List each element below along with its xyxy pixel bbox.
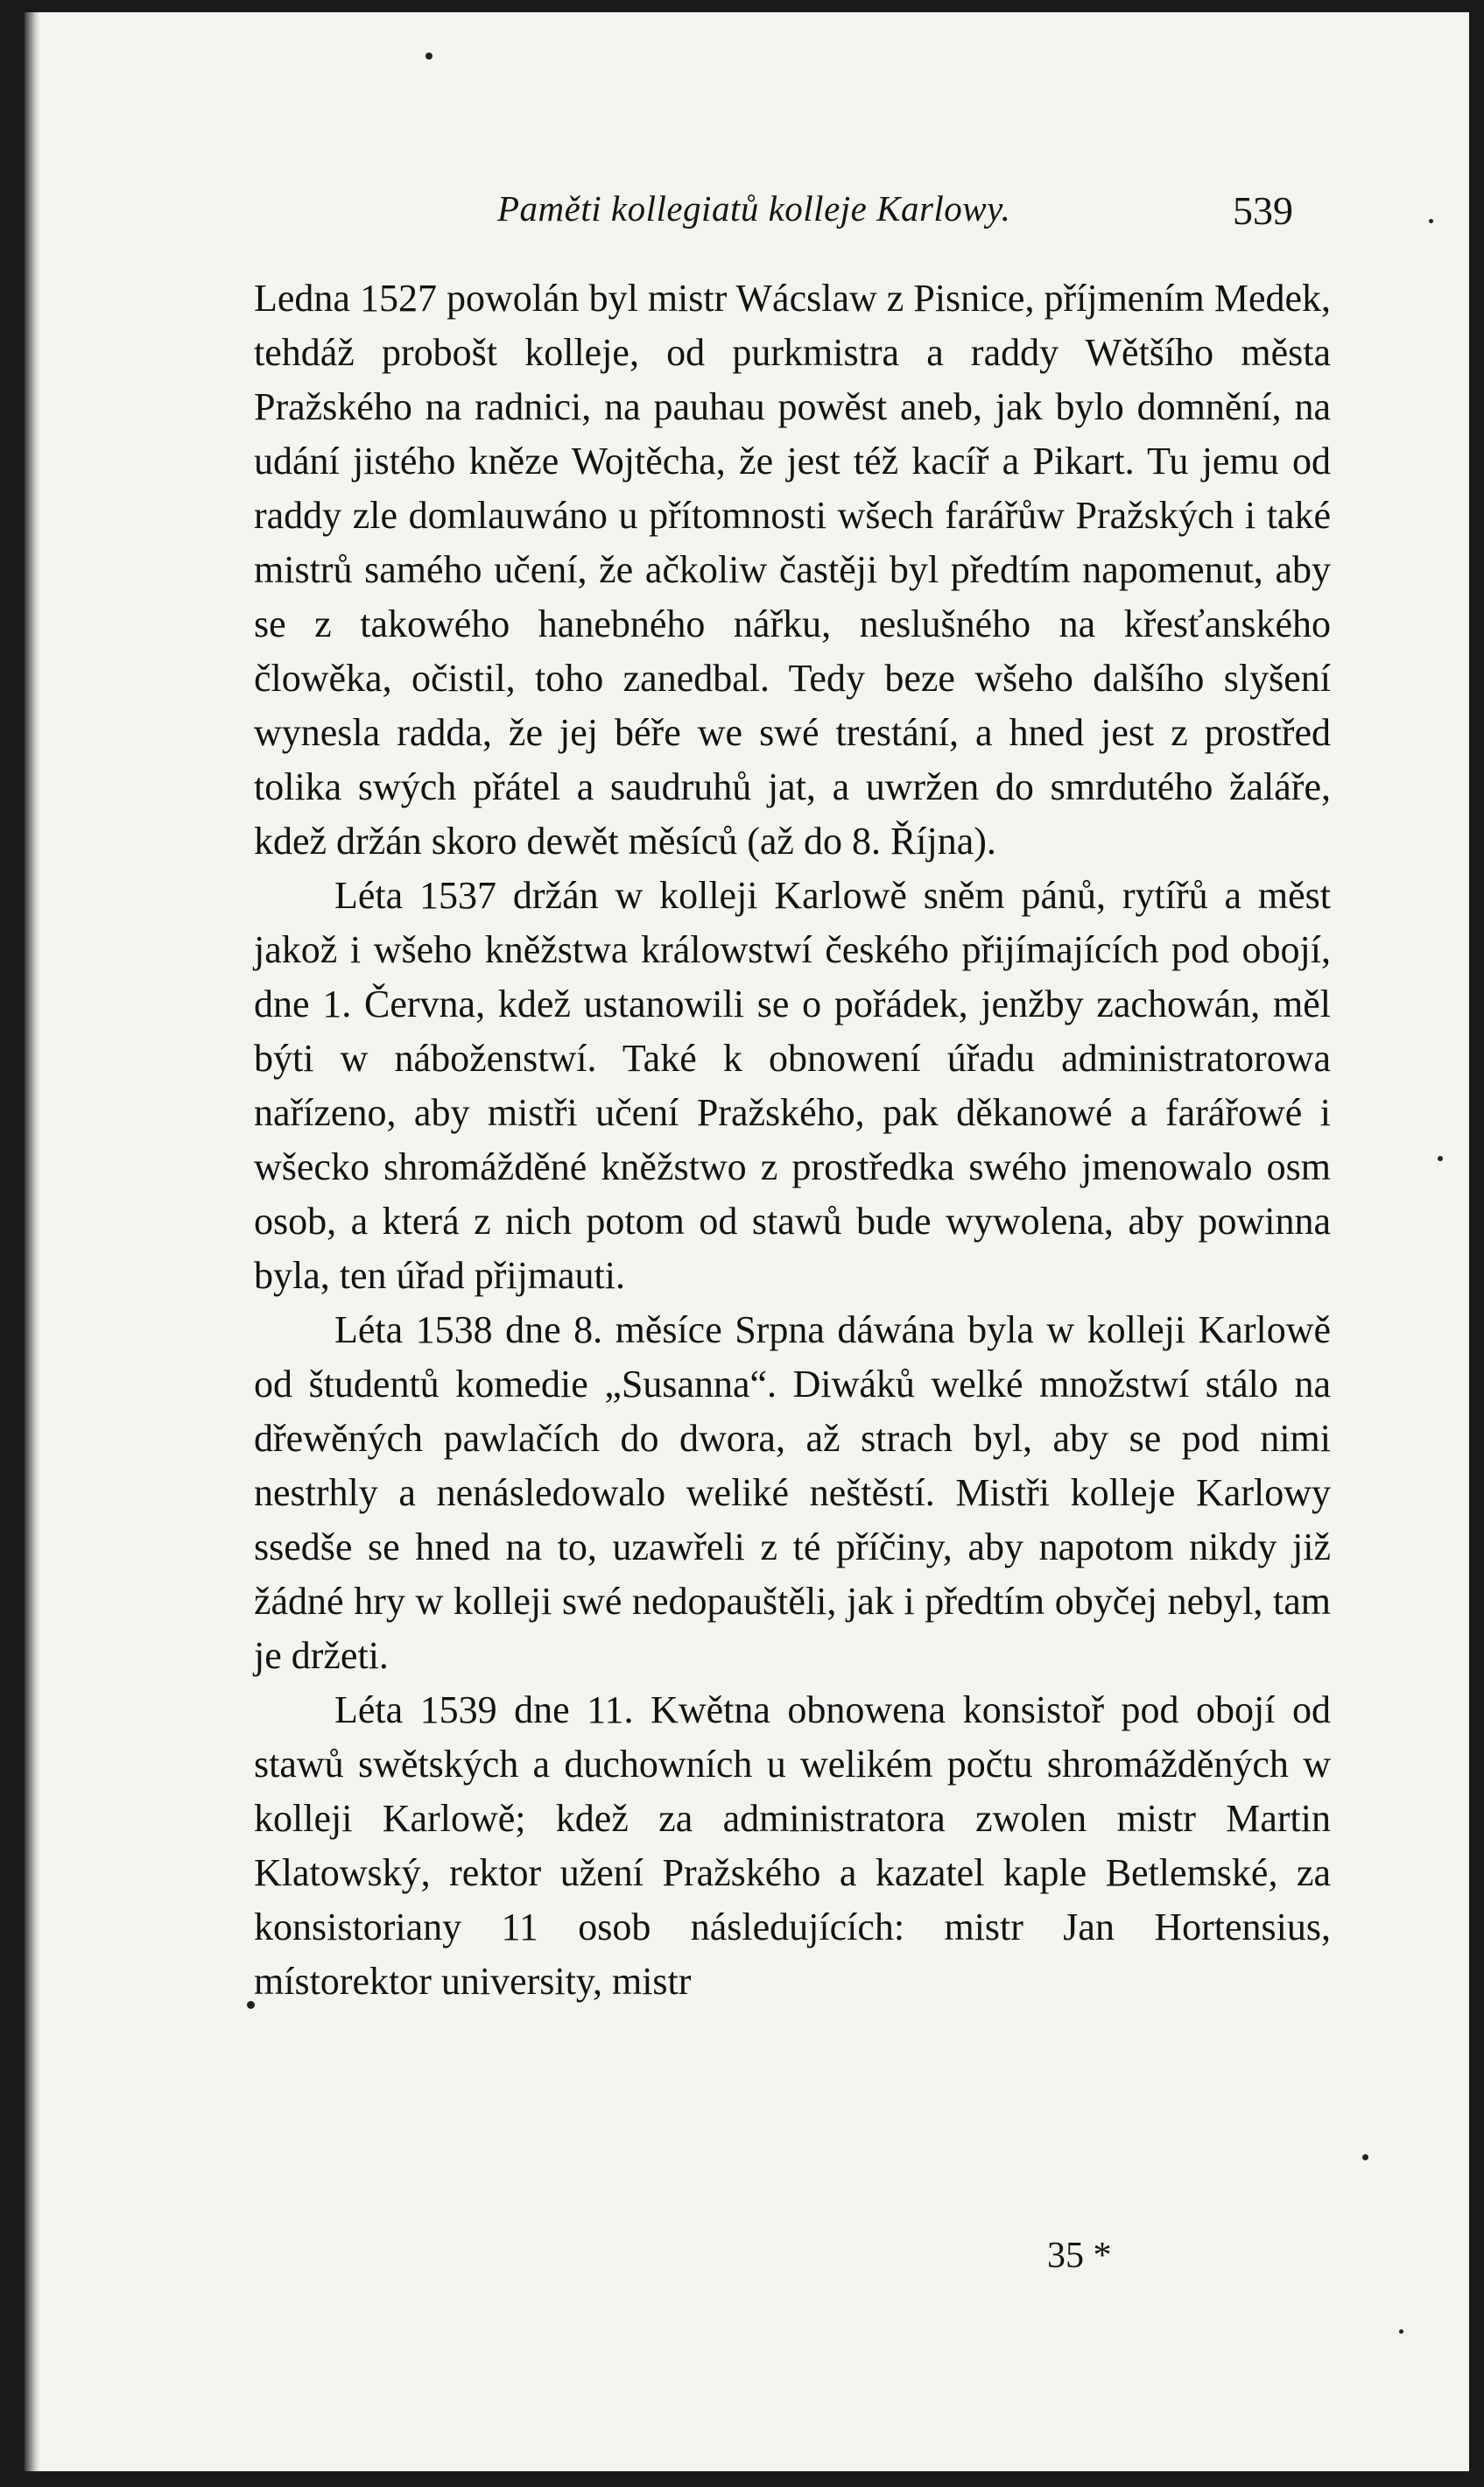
running-head [0, 187, 1484, 240]
body-text [254, 271, 1331, 2009]
paragraph-3: Léta 1538 dne 8. měsíce Srpna dáwána byla w kolleji Karlowě od študentů komedie „Susanna“. Diwáků welké množstwí stálo na dřewěných pawlačích do dwora, až strach byl, aby se pod nimi nestrhly a nenásledowalo weliké neštěstí. Mistři kolleje Karlowy ssedše se hned na to, uzawřeli z té příčiny, aby napotom nikdy již žádné hry w kolleji swé nedopauštěli, jak i předtím obyčej nebyl, tam je držeti. [254, 1308, 1331, 1677]
running-title: Paměti kollegiatů kolleje Karlowy. [497, 188, 1011, 229]
signature-mark: 35 * [1047, 2236, 1112, 2276]
page-number: 539 [1233, 188, 1293, 233]
paragraph-2: Léta 1537 držán w kolleji Karlowě sněm pánů, rytířů a měst jakož i wšeho kněžstwa králowstwí českého přijímajících pod obojí, dne 1. Červnа, kdež ustanowili se o pořádek, jenžby zachowán, měl býti w náboženstwí. Také k obnowení úřadu administratorowa nařízeno, aby mistři učení Pražského, pak děkanowé a farářowé i wšecko shromážděné kněžstwo z prostředka swého jmenowalo osm osob, a která z nich potom od stawů bude wywolena, aby powinna byla, ten úřad přijmauti. [254, 874, 1331, 1297]
scan-speck [426, 53, 433, 60]
scan-speck [247, 2001, 255, 2009]
scan-speck [1362, 2154, 1368, 2160]
scan-speck [1438, 1156, 1443, 1161]
paragraph-4: Léta 1539 dne 11. Kwětna obnowena konsistoř pod obojí od stawů swětských a duchowních u welikém počtu shromážděných w kolleji Karlowě; kdež za administratora zwolen mistr Martin Klatowský, rektor užení Pražského a kazatel kaple Betlemské, za konsistoriany 11 osob následujících: mistr Jan Hortensius, místorektor university, mistr [254, 1688, 1331, 2003]
scan-speck [1399, 2329, 1403, 2334]
page-spine-shadow [25, 12, 40, 2471]
scan-speck [1429, 219, 1433, 223]
paragraph-1: Ledna 1527 powolán byl mistr Wácslaw z Pisnice, příjmením Medek, tehdáž probošt kolleje, od purkmistra a raddy Wětšího města Pražského na radnici, na pauhau powěst aneb, jak bylo domnění, na udání jistého kněze Wojtěcha, že jest též kacíř a Pikart. Tu jemu od raddy zle domlauwáno u přítomnosti wšech farářůw Pražských i také mistrů samého učení, že ačkoliw častěji byl předtím napomenut, aby se z takowého hanebného nářku, neslušného na křesťanského člowěka, očistil, toho zanedbal. Tedy beze wšeho dalšího slyšení wynesla radda, že jej béře we swé trestání, a hned jest z prostřed tolika swých přátel a saudruhů jat, a uwržen do smrdutého žaláře, kdež držán skoro dewět měsíců (až do 8. Října). [254, 277, 1331, 863]
